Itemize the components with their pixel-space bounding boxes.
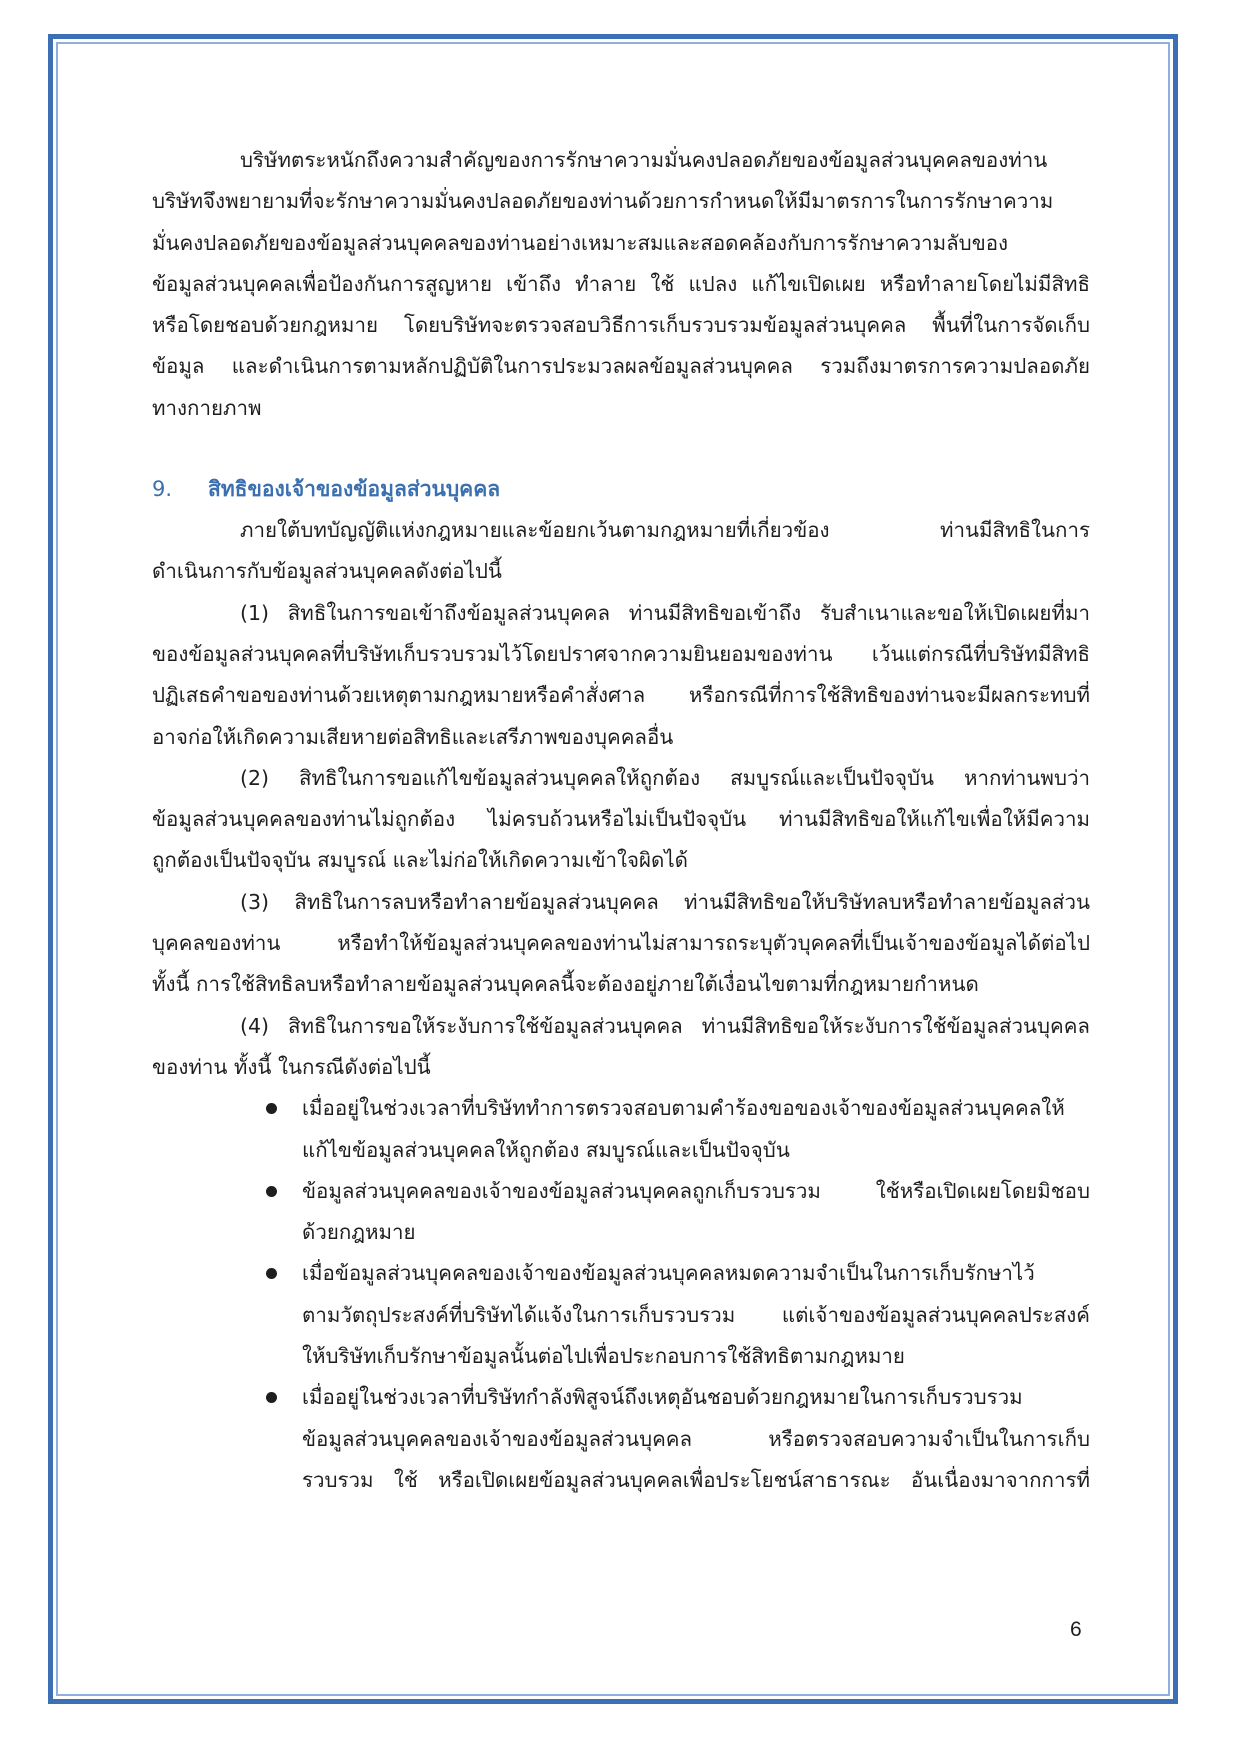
- bullet-line: ข้อมูลส่วนบุคคลของเจ้าของข้อมูลส่วนบุคคล หรือตรวจสอบความจำเป็นในการเก็บ: [302, 1426, 1090, 1451]
- bullet-line: ด้วยกฎหมาย: [302, 1220, 416, 1245]
- intro-line: ข้อมูลส่วนบุคคลเพื่อป้องกันการสูญหาย เข้าถึง ทำลาย ใช้ แปลง แก้ไขเปิดเผย หรือทำลายโดยไม่มีสิทธิ: [152, 271, 1090, 296]
- intro-line: ข้อมูล และดำเนินการตามหลักปฏิบัติในการประมวลผลข้อมูลส่วนบุคคล รวมถึงมาตรการความปลอดภัย: [152, 354, 1090, 379]
- list-item: [152, 1171, 1090, 1254]
- section-heading: [152, 469, 1090, 510]
- intro-line: ทางกายภาพ: [152, 395, 262, 420]
- bullet-icon: [266, 1103, 277, 1114]
- intro-line: บริษัทตระหนักถึงความสำคัญของการรักษาความมั่นคงปลอดภัยของข้อมูลส่วนบุคคลของท่าน: [240, 148, 1048, 172]
- list-item: [152, 1253, 1090, 1377]
- right-line: ของข้อมูลส่วนบุคคลที่บริษัทเก็บรวบรวมไว้โดยปราศจากความยินยอมของท่าน เว้นแต่กรณีที่บริษัทมีสิทธิ: [152, 641, 1090, 666]
- bullet-line: เมื่ออยู่ในช่วงเวลาที่บริษัทกำลังพิสูจน์ถึงเหตุอันชอบด้วยกฎหมายในการเก็บรวบรวม: [302, 1385, 1023, 1410]
- right-line: บุคคลของท่าน หรือทำให้ข้อมูลส่วนบุคคลของท่านไม่สามารถระบุตัวบุคคลที่เป็นเจ้าของข้อมูลได้ต่อไป: [152, 931, 1090, 956]
- intro-line: บริษัทจึงพยายามที่จะรักษาความมั่นคงปลอดภัยของท่านด้วยการกำหนดให้มีมาตรการในการรักษาความ: [152, 189, 1054, 214]
- right-line: ถูกต้องเป็นปัจจุบัน สมบูรณ์ และไม่ก่อให้เกิดความเข้าใจผิดได้: [152, 848, 688, 873]
- bullet-icon: [266, 1268, 277, 1279]
- right-line: ทั้งนี้ การใช้สิทธิลบหรือทำลายข้อมูลส่วนบุคคลนี้จะต้องอยู่ภายใต้เงื่อนไขตามที่กฎหมายกำหนด: [152, 972, 979, 997]
- bullet-line: ตามวัตถุประสงค์ที่บริษัทได้แจ้งในการเก็บรวบรวม แต่เจ้าของข้อมูลส่วนบุคคลประสงค์: [302, 1302, 1090, 1327]
- section-number: 9.: [152, 477, 173, 502]
- section-intro-line: ดำเนินการกับข้อมูลส่วนบุคคลดังต่อไปนี้: [152, 559, 502, 584]
- bullet-line: เมื่อข้อมูลส่วนบุคคลของเจ้าของข้อมูลส่วนบุคคลหมดความจำเป็นในการเก็บรักษาไว้: [302, 1261, 1035, 1286]
- right-line: อาจก่อให้เกิดความเสียหายต่อสิทธิและเสรีภาพของบุคคลอื่น: [152, 724, 674, 749]
- bullet-line: แก้ไขข้อมูลส่วนบุคคลให้ถูกต้อง สมบูรณ์และเป็นปัจจุบัน: [302, 1137, 790, 1162]
- right-line: (3) สิทธิในการลบหรือทำลายข้อมูลส่วนบุคคล ท่านมีสิทธิขอให้บริษัทลบหรือทำลายข้อมูลส่วน: [240, 889, 1090, 914]
- bullet-icon: [266, 1186, 277, 1197]
- list-item: [152, 1088, 1090, 1171]
- bullet-line: เมื่ออยู่ในช่วงเวลาที่บริษัททำการตรวจสอบตามคำร้องขอของเจ้าของข้อมูลส่วนบุคคลให้: [302, 1096, 1065, 1121]
- list-item: [152, 1377, 1090, 1501]
- bullet-line: ข้อมูลส่วนบุคคลของเจ้าของข้อมูลส่วนบุคคลถูกเก็บรวบรวม ใช้หรือเปิดเผยโดยมิชอบ: [302, 1178, 1090, 1203]
- right-line: (1) สิทธิในการขอเข้าถึงข้อมูลส่วนบุคคล ท่านมีสิทธิขอเข้าถึง รับสำเนาและขอให้เปิดเผยที่มา: [240, 600, 1090, 625]
- bullet-icon: [266, 1392, 277, 1403]
- right-line: ข้อมูลส่วนบุคคลของท่านไม่ถูกต้อง ไม่ครบถ้วนหรือไม่เป็นปัจจุบัน ท่านมีสิทธิขอให้แก้ไขเพื่อให้มีความ: [152, 807, 1090, 832]
- bullet-line: ให้บริษัทเก็บรักษาข้อมูลนั้นต่อไปเพื่อประกอบการใช้สิทธิตามกฎหมาย: [302, 1344, 905, 1369]
- right-line: ปฏิเสธคำขอของท่านด้วยเหตุตามกฎหมายหรือคำสั่งศาล หรือกรณีที่การใช้สิทธิของท่านจะมีผลกระทบที่: [152, 683, 1090, 708]
- bullet-list: [152, 1088, 1090, 1501]
- intro-line: หรือโดยชอบด้วยกฎหมาย โดยบริษัทจะตรวจสอบวิธีการเก็บรวบรวมข้อมูลส่วนบุคคล พื้นที่ในการจัดเก็บ: [152, 313, 1090, 338]
- right-line: ของท่าน ทั้งนี้ ในกรณีดังต่อไปนี้: [152, 1054, 431, 1079]
- right-line: (4) สิทธิในการขอให้ระงับการใช้ข้อมูลส่วนบุคคล ท่านมีสิทธิขอให้ระงับการใช้ข้อมูลส่วนบุคคล: [240, 1013, 1090, 1038]
- right-line: (2) สิทธิในการขอแก้ไขข้อมูลส่วนบุคคลให้ถูกต้อง สมบูรณ์และเป็นปัจจุบัน หากท่านพบว่า: [240, 765, 1090, 790]
- document-body: [152, 140, 1090, 1501]
- intro-line: มั่นคงปลอดภัยของข้อมูลส่วนบุคคลของท่านอย่างเหมาะสมและสอดคล้องกับการรักษาความลับของ: [152, 230, 1009, 255]
- bullet-line: รวบรวม ใช้ หรือเปิดเผยข้อมูลส่วนบุคคลเพื่อประโยชน์สาธารณะ อันเนื่องมาจากการที่: [302, 1467, 1090, 1492]
- page-number: 6: [1070, 1618, 1082, 1641]
- section-intro-line: ภายใต้บทบัญญัติแห่งกฎหมายและข้อยกเว้นตามกฎหมายที่เกี่ยวข้อง ท่านมีสิทธิในการ: [240, 518, 1090, 543]
- section-title: สิทธิของเจ้าของข้อมูลส่วนบุคคล: [208, 477, 501, 502]
